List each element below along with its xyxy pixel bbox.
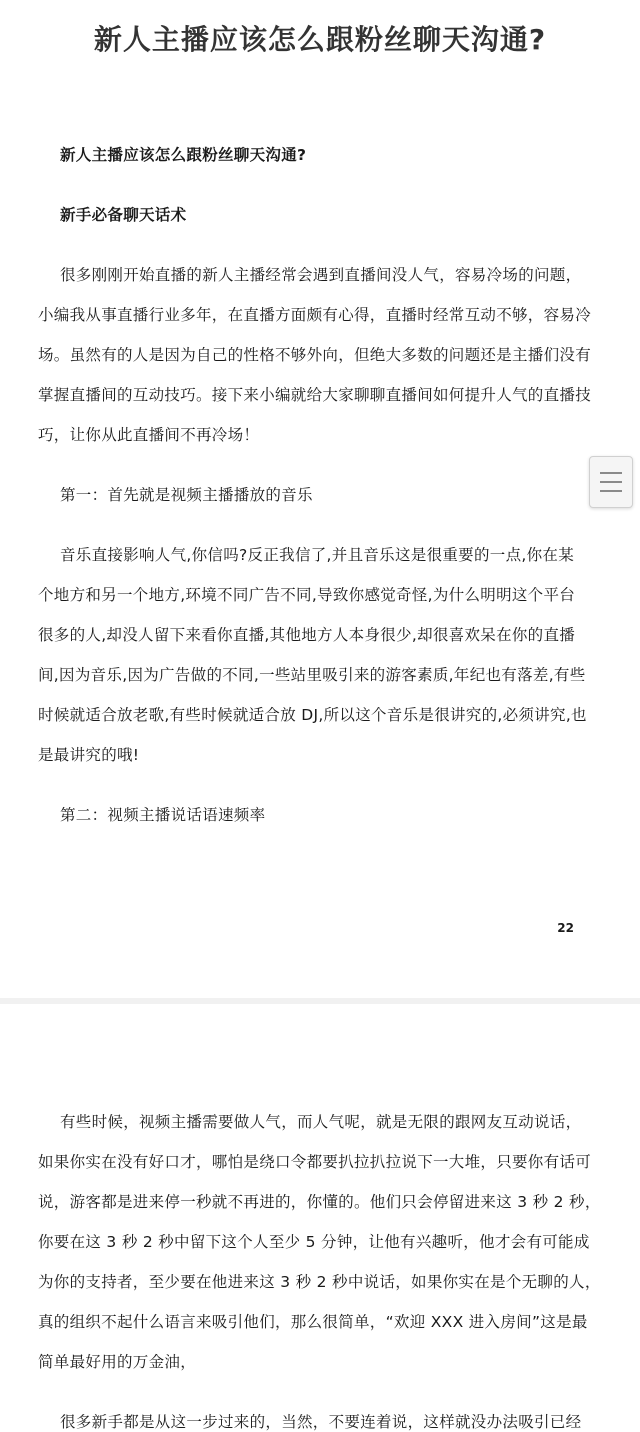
- heading-main: 新人主播应该怎么跟粉丝聊天沟通?: [60, 146, 307, 164]
- paragraph-line: 是最讲究的哦!: [38, 746, 140, 764]
- paragraph-line: 你要在这 3 秒 2 秒中留下这个人至少 5 分钟，让他有兴趣听，他才会有可能成: [38, 1233, 590, 1251]
- menu-bar: [600, 490, 622, 492]
- paragraph-line: 说，游客都是进来停一秒就不再进的，你懂的。他们只会停留进来这 3 秒 2 秒，: [38, 1193, 601, 1211]
- paragraph-line: 简单最好用的万金油，: [38, 1353, 197, 1371]
- paragraph-line: 很多新手都是从这一步过来的，当然，不要连着说，这样就没办法吸引已经: [60, 1413, 582, 1431]
- section-heading: 第一：首先就是视频主播播放的音乐: [60, 486, 313, 504]
- paragraph-line: 间,因为音乐,因为广告做的不同,一些站里吸引来的游客素质,年纪也有落差,有些: [38, 666, 586, 684]
- paragraph-line: 很多刚刚开始直播的新人主播经常会遇到直播间没人气，容易冷场的问题，: [60, 266, 582, 284]
- paragraph-line: 小编我从事直播行业多年，在直播方面颇有心得，直播时经常互动不够，容易冷: [38, 306, 592, 324]
- section-heading: 第二：视频主播说话语速频率: [60, 806, 266, 824]
- paragraph-line: 有些时候，视频主播需要做人气，而人气呢，就是无限的跟网友互动说话，: [60, 1113, 582, 1131]
- menu-bar: [600, 472, 622, 474]
- paragraph-line: 时候就适合放老歌,有些时候就适合放 DJ,所以这个音乐是很讲究的,必须讲究,也: [38, 706, 587, 724]
- paragraph-line: 个地方和另一个地方,环境不同广告不同,导致你感觉奇怪,为什么明明这个平台: [38, 586, 576, 604]
- paragraph-line: 很多的人,却没人留下来看你直播,其他地方人本身很少,却很喜欢呆在你的直播: [38, 626, 576, 644]
- paragraph-line: 为你的支持者，至少要在他进来这 3 秒 2 秒中说话，如果你实在是个无聊的人，: [38, 1273, 601, 1291]
- paragraph-line: 音乐直接影响人气,你信吗?反正我信了,并且音乐这是很重要的一点,你在某: [60, 546, 575, 564]
- paragraph-line: 掌握直播间的互动技巧。接下来小编就给大家聊聊直播间如何提升人气的直播技: [38, 386, 592, 404]
- paragraph-line: 真的组织不起什么语言来吸引他们，那么很简单，“欢迎 XXX 进入房间”这是最: [38, 1313, 588, 1331]
- paragraph-line: 如果你实在没有好口才，哪怕是绕口令都要扒拉扒拉说下一大堆，只要你有话可: [38, 1153, 592, 1171]
- paragraph-line: 巧，让你从此直播间不再冷场！: [38, 426, 260, 444]
- page-number: 22: [557, 921, 574, 935]
- document-page-2: [0, 1004, 640, 1431]
- heading-sub: 新手必备聊天话术: [60, 206, 187, 224]
- hamburger-menu-icon[interactable]: [589, 456, 633, 508]
- paragraph-line: 场。虽然有的人是因为自己的性格不够外向，但绝大多数的问题还是主播们没有: [38, 346, 592, 364]
- menu-bar: [600, 481, 622, 483]
- document-title: 新人主播应该怎么跟粉丝聊天沟通?: [93, 23, 547, 56]
